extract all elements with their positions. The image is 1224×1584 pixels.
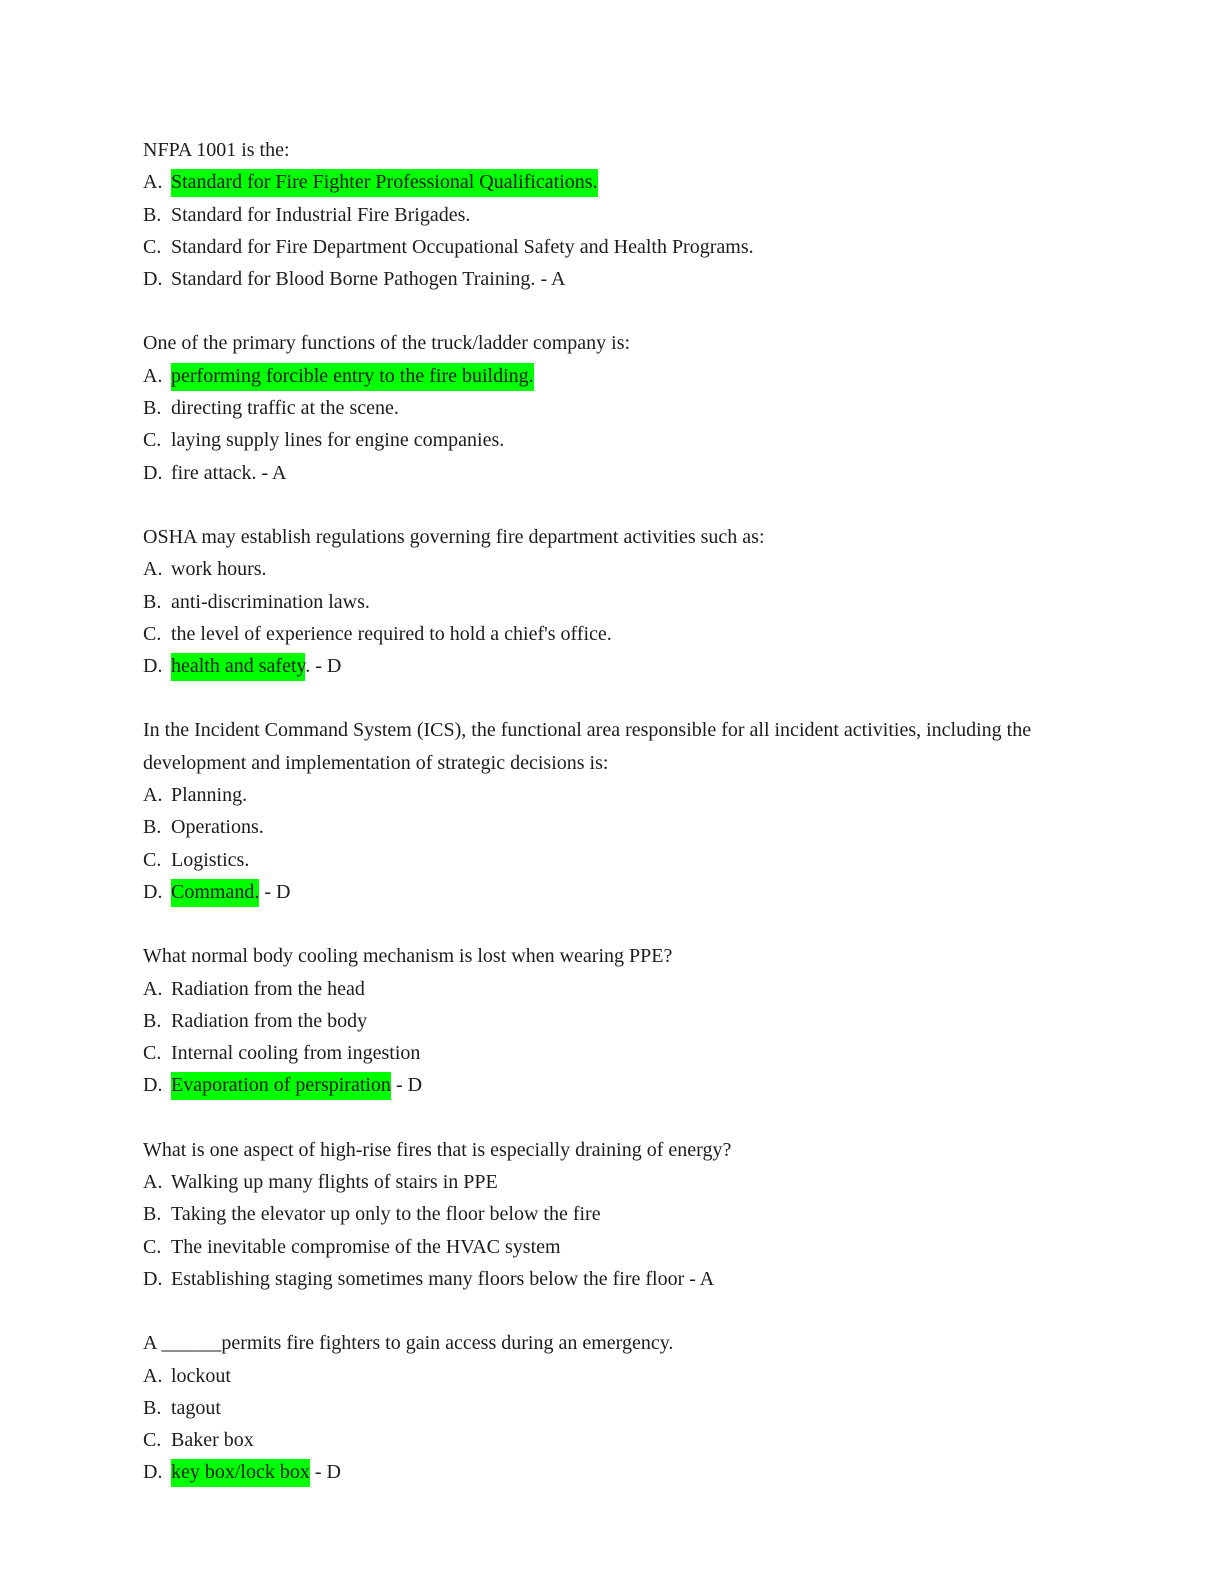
option-text-highlighted: Standard for Fire Fighter Professional Qualifications. <box>171 169 598 197</box>
answer-option <box>143 553 1043 585</box>
option-letter: C. <box>143 1235 162 1258</box>
answer-option <box>143 811 1043 843</box>
answer-option <box>143 1360 1043 1392</box>
question-text: A ______permits fire fighters to gain access during an emergency. <box>143 1332 674 1355</box>
option-text: lockout <box>171 1364 231 1387</box>
answer-option <box>143 1198 1043 1230</box>
answer-option <box>143 263 1043 295</box>
answer-option <box>143 360 1043 392</box>
question-block <box>143 714 1043 908</box>
option-letter: A. <box>143 977 163 1000</box>
answer-option <box>143 1069 1043 1101</box>
answer-option <box>143 973 1043 1005</box>
question-text: What normal body cooling mechanism is lost when wearing PPE? <box>143 945 673 968</box>
answer-option <box>143 1005 1043 1037</box>
question-block <box>143 1134 1043 1295</box>
option-letter: D. <box>143 880 163 903</box>
option-text: Radiation from the body <box>171 1009 368 1032</box>
option-letter: D. <box>143 461 163 484</box>
answer-option <box>143 876 1043 908</box>
answer-option <box>143 424 1043 456</box>
option-text: The inevitable compromise of the HVAC system <box>171 1235 561 1258</box>
answer-key: - D <box>259 880 291 903</box>
option-text-highlighted: key box/lock box <box>171 1459 310 1487</box>
option-text: Walking up many flights of stairs in PPE <box>171 1171 498 1194</box>
option-letter: C. <box>143 235 162 258</box>
option-text: anti-discrimination laws. <box>171 590 370 613</box>
answer-option <box>143 392 1043 424</box>
answer-option <box>143 844 1043 876</box>
option-text: work hours. <box>171 558 267 581</box>
answer-option <box>143 1263 1043 1295</box>
option-letter: C. <box>143 848 162 871</box>
answer-key: - A <box>684 1267 715 1290</box>
option-text: Internal cooling from ingestion <box>171 1042 421 1065</box>
question-block <box>143 327 1043 488</box>
option-text: Standard for Blood Borne Pathogen Training. <box>171 268 536 291</box>
option-letter: C. <box>143 1042 162 1065</box>
option-letter: B. <box>143 590 162 613</box>
option-letter: B. <box>143 816 162 839</box>
option-letter: A. <box>143 1364 163 1387</box>
option-text: the level of experience required to hold a chief's office. <box>171 622 612 645</box>
option-text: Establishing staging sometimes many floors below the fire floor <box>171 1267 685 1290</box>
option-text: tagout <box>171 1396 221 1419</box>
option-text: laying supply lines for engine companies. <box>171 429 505 452</box>
answer-key: - A <box>535 268 566 291</box>
answer-option <box>143 457 1043 489</box>
answer-option <box>143 199 1043 231</box>
question-block <box>143 940 1043 1101</box>
option-text: Baker box <box>171 1429 254 1452</box>
answer-option <box>143 1166 1043 1198</box>
answer-option <box>143 166 1043 198</box>
option-text: Logistics. <box>171 848 250 871</box>
option-letter: A. <box>143 1171 163 1194</box>
option-letter: B. <box>143 203 162 226</box>
option-letter: B. <box>143 1203 162 1226</box>
option-text-highlighted: health and safety <box>171 653 305 681</box>
option-text: Planning. <box>171 784 248 807</box>
option-letter: C. <box>143 622 162 645</box>
option-letter: B. <box>143 1009 162 1032</box>
answer-option <box>143 650 1043 682</box>
option-text-highlighted: Command. <box>171 879 259 907</box>
option-letter: B. <box>143 397 162 420</box>
option-text: Operations. <box>171 816 264 839</box>
question-text: In the Incident Command System (ICS), the functional area responsible for all incident activities, including the development and implementation of strategic decisions is: <box>143 719 1032 774</box>
document-page <box>143 134 1043 1521</box>
option-letter: D. <box>143 1461 163 1484</box>
question-text: OSHA may establish regulations governing fire department activities such as: <box>143 525 765 548</box>
answer-option <box>143 779 1043 811</box>
option-letter: C. <box>143 1429 162 1452</box>
option-letter: D. <box>143 1074 163 1097</box>
option-text-highlighted: performing forcible entry to the fire building. <box>171 363 534 391</box>
option-letter: A. <box>143 784 163 807</box>
option-letter: C. <box>143 429 162 452</box>
option-letter: D. <box>143 268 163 291</box>
answer-option <box>143 618 1043 650</box>
question-block <box>143 521 1043 682</box>
option-text: fire attack. <box>171 461 257 484</box>
option-text: directing traffic at the scene. <box>171 397 399 420</box>
option-text: Standard for Fire Department Occupational Safety and Health Programs. <box>171 235 754 258</box>
answer-option <box>143 1231 1043 1263</box>
option-letter: A. <box>143 364 163 387</box>
answer-key: - A <box>256 461 287 484</box>
answer-key: - D <box>309 1461 341 1484</box>
option-text-highlighted: Evaporation of perspiration <box>171 1072 391 1100</box>
option-letter: B. <box>143 1396 162 1419</box>
option-letter: D. <box>143 1267 163 1290</box>
option-text: Standard for Industrial Fire Brigades. <box>171 203 471 226</box>
answer-option <box>143 1392 1043 1424</box>
answer-option <box>143 231 1043 263</box>
question-block <box>143 134 1043 295</box>
answer-key: - D <box>390 1074 423 1097</box>
answer-option <box>143 1456 1043 1488</box>
option-letter: A. <box>143 558 163 581</box>
option-text: Radiation from the head <box>171 977 365 1000</box>
answer-option <box>143 586 1043 618</box>
answer-option <box>143 1037 1043 1069</box>
answer-option <box>143 1424 1043 1456</box>
option-letter: D. <box>143 655 163 678</box>
option-letter: A. <box>143 171 163 194</box>
question-text: One of the primary functions of the truck/ladder company is: <box>143 332 631 355</box>
question-block <box>143 1327 1043 1488</box>
option-text: Taking the elevator up only to the floor below the fire <box>171 1203 601 1226</box>
question-text: What is one aspect of high-rise fires that is especially draining of energy? <box>143 1138 732 1161</box>
question-text: NFPA 1001 is the: <box>143 139 290 161</box>
answer-key: . - D <box>305 655 342 678</box>
